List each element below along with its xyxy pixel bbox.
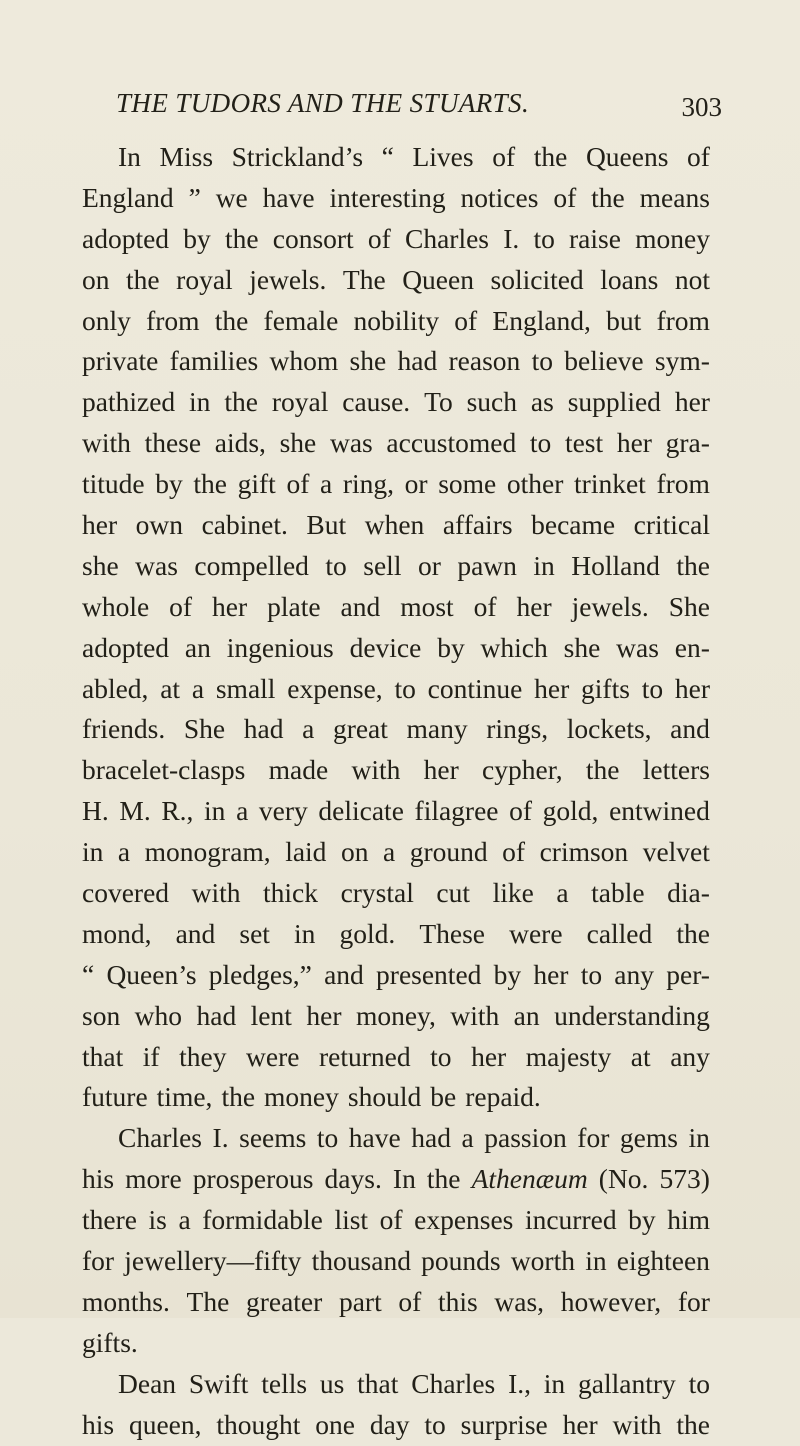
text-line: private families whom she had reason to believe sym-: [82, 345, 710, 377]
text-line: H. M. R., in a very delicate filagree of gold, entwined: [82, 795, 710, 827]
text-line: titude by the gift of a ring, or some other trinket from: [82, 468, 710, 500]
text-line: she was compelled to sell or pawn in Holland the: [82, 549, 710, 581]
text-line: her own cabinet. But when affairs became critical: [82, 509, 710, 541]
text-line: adopted an ingenious device by which she was en-: [82, 631, 710, 663]
body-text: [82, 137, 710, 1446]
text-line: his queen, thought one day to surprise her with the: [82, 1408, 710, 1440]
text-line: there is a formidable list of expenses incurred by him: [82, 1204, 710, 1236]
text-line: whole of her plate and most of her jewels. She: [82, 590, 710, 622]
text-line: adopted by the consort of Charles I. to raise money: [82, 222, 710, 254]
text-line: his more prosperous days. In the Athenæum (No. 573): [82, 1163, 710, 1195]
text-line: only from the female nobility of England, but from: [82, 304, 710, 336]
running-title: THE TUDORS AND THE STUARTS.: [116, 88, 530, 118]
text-line: pathized in the royal cause. To such as supplied her: [82, 386, 710, 418]
text-line: in a monogram, laid on a ground of crimson velvet: [82, 836, 710, 868]
text-line: Charles I. seems to have had a passion for gems in: [118, 1122, 710, 1154]
text-line: with these aids, she was accustomed to test her gra-: [82, 427, 710, 459]
page-number: 303: [681, 92, 722, 122]
text-line: covered with thick crystal cut like a table dia-: [82, 877, 710, 909]
text-line: “ Queen’s pledges,” and presented by her to any per-: [82, 958, 710, 990]
text-line: gifts.: [82, 1326, 138, 1358]
text-line: Dean Swift tells us that Charles I., in gallantry to: [118, 1367, 710, 1399]
text-line: In Miss Strickland’s “ Lives of the Queens of: [118, 141, 710, 172]
text-line: months. The greater part of this was, however, for: [82, 1285, 710, 1317]
text-line: that if they were returned to her majesty at any: [82, 1040, 710, 1072]
text-line: for jewellery—fifty thousand pounds worth in eighteen: [82, 1245, 710, 1277]
text-line: son who had lent her money, with an understanding: [82, 999, 710, 1031]
text-line: mond, and set in gold. These were called the: [82, 917, 710, 949]
text-line: friends. She had a great many rings, lockets, and: [82, 713, 710, 745]
text-line: on the royal jewels. The Queen solicited loans not: [82, 263, 710, 295]
text-line: abled, at a small expense, to continue her gifts to her: [82, 672, 710, 704]
text-line: future time, the money should be repaid.: [82, 1081, 541, 1113]
text-line: bracelet-clasps made with her cypher, the letters: [82, 754, 710, 786]
running-head: [116, 88, 722, 122]
text-line: England ” we have interesting notices of the means: [82, 181, 710, 213]
